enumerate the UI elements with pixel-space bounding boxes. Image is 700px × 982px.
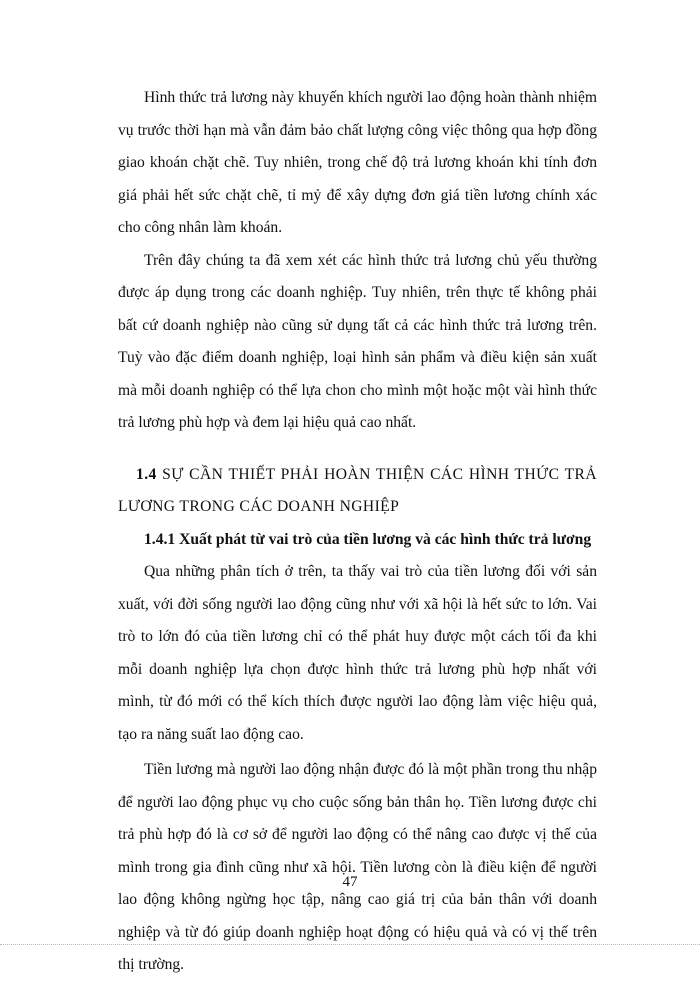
body-paragraph: Tiền lương mà người lao động nhận được đó là một phần trong thu nhập để người lao động phục vụ cho cuộc sống bản thân họ. Tiền lương được chi trả phù hợp đó là cơ sở để người lao động có thể nâng cao được vị thế của mình trong gia đình cũng như xã hội. Tiền lương còn là điều kiện để người lao động không ngừng học tập, nâng cao giá trị của bản thân với doanh nghiệp và từ đó giúp doanh nghiệp hoạt động có hiệu quả và có vị thế trên thị trường.: [118, 761, 597, 973]
body-paragraph: Hình thức trả lương này khuyến khích người lao động hoàn thành nhiệm vụ trước thời hạn mà vẫn đảm bảo chất lượng công việc thông qua hợp đồng giao khoán chặt chẽ. Tuy nhiên, trong chế độ trả lương khoán khi tính đơn giá phải hết sức chặt chẽ, tỉ mỷ để xây dựng đơn giá tiền lương chính xác cho công nhân làm khoán.: [118, 89, 597, 236]
body-paragraph: Qua những phân tích ở trên, ta thấy vai trò của tiền lương đối với sản xuất, với đời sống người lao động cũng như với xã hội là hết sức to lớn. Vai trò to lớn đó của tiền lương chỉ có thể phát huy được một cách tối đa khi mỗi doanh nghiệp lựa chọn được hình thức trả lương phù hợp nhất với mình, từ đó mới có thể kích thích được người lao động làm việc hiệu quả, tạo ra năng suất lao động cao.: [118, 563, 597, 743]
section-title: SỰ CẦN THIẾT PHẢI HOÀN THIỆN CÁC HÌNH THỨC TRẢ LƯƠNG TRONG CÁC DOANH NGHIỆP: [118, 465, 597, 515]
section-number: 1.4: [136, 465, 157, 483]
page-number: 47: [342, 874, 358, 890]
page-body: [118, 82, 597, 982]
page-bottom-border: [0, 944, 700, 945]
body-paragraph: Trên đây chúng ta đã xem xét các hình thức trả lương chủ yếu thường được áp dụng trong các doanh nghiệp. Tuy nhiên, trên thực tế không phải bất cứ doanh nghiệp nào cũng sử dụng tất cả các hình thức trả lương trên. Tuỳ vào đặc điểm doanh nghiệp, loại hình sản phẩm và điều kiện sản xuất mà mỗi doanh nghiệp có thể lựa chon cho mình một hoặc một vài hình thức trả lương phù hợp và đem lại hiệu quả cao nhất.: [118, 251, 597, 431]
section-spacer: [118, 440, 597, 459]
section-heading: [118, 459, 597, 524]
subsection-heading: 1.4.1 Xuất phát từ vai trò của tiền lương và các hình thức trả lương: [144, 530, 592, 548]
